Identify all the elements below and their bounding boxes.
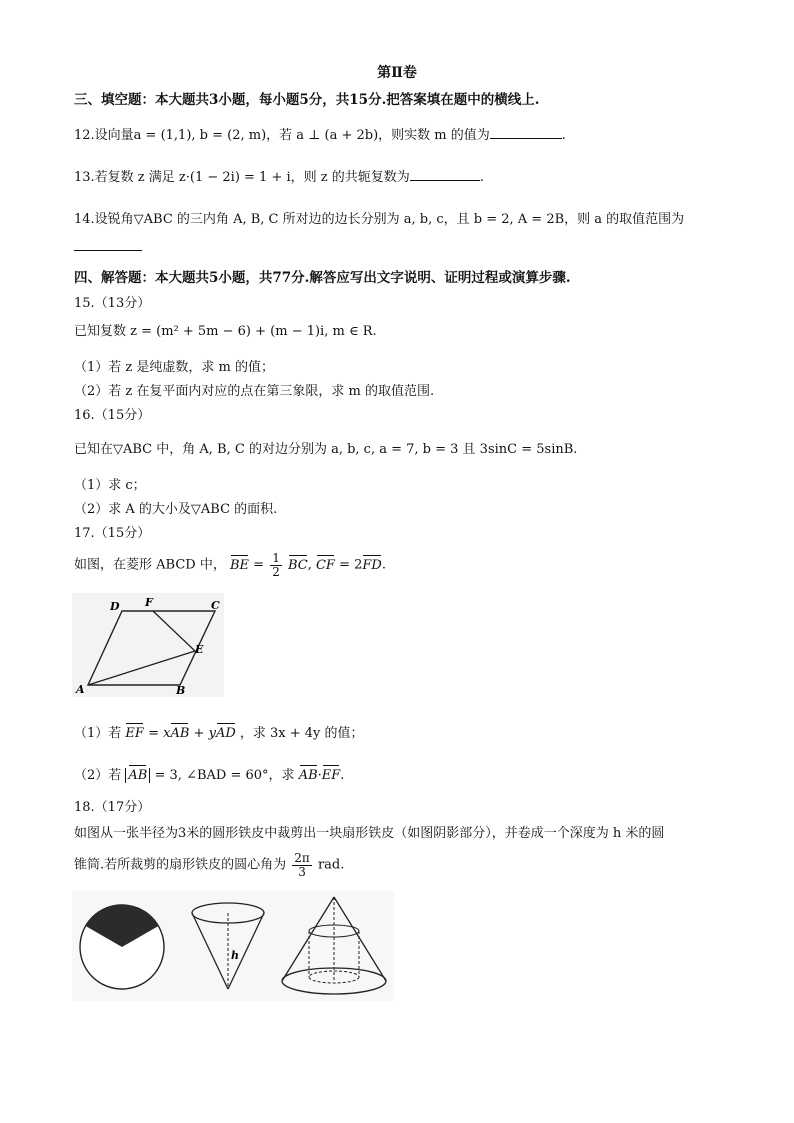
q15-part1: （1）若 z 是纯虚数，求 m 的值； (74, 360, 274, 375)
label-c: C (211, 599, 220, 612)
vector-bc: BC (287, 557, 308, 573)
fraction-denominator: 2 (272, 564, 280, 579)
q16-part2: （2）求 A 的大小及▽ABC 的面积. (74, 502, 278, 517)
q17-stem-prefix: 如图，在菱形 ABCD 中， (74, 557, 226, 573)
q17-part1-suffix: ，求 3x + 4y 的值； (239, 726, 364, 741)
question-12: 12.设向量a = (1,1), b = (2, m)，若 a ⊥ (a + 2b)，则实数 m 的值为 . (74, 128, 566, 143)
q17-part2-prefix: （2）若 (74, 768, 122, 783)
vector-ab: AB (170, 726, 190, 741)
q16-part1: （1）求 c； (74, 478, 146, 493)
q16-number: 16.（15分） (74, 408, 151, 423)
part4-heading: 四、解答题：本大题共5小题，共77分.解答应写出文字说明、证明过程或演算步骤. (74, 270, 571, 286)
label-f: F (145, 596, 153, 609)
vector-ad: AD (215, 726, 236, 741)
vector-be: BE (229, 557, 250, 573)
cone-figure (72, 891, 394, 1001)
vector-ef-dot: EF (321, 768, 341, 783)
question-14 (74, 208, 684, 227)
q18-stem-line1: 如图从一张半径为3米的圆形铁皮中裁剪出一块扇形铁皮（如图阴影部分），并卷成一个深度为 h 米的圆 (74, 826, 665, 841)
q17-part1: （1）若 EF = xAB + yAD ，求 3x + 4y 的值； (74, 726, 364, 741)
q17-part2: （2）若 AB = 3, ∠BAD = 60°，求 AB·EF. (74, 768, 345, 783)
q16-stem: 已知在▽ABC 中，角 A, B, C 的对边分别为 a, b, c, a = 7, b = 3 且 3sinC = 5sinB. (74, 442, 578, 457)
label-d: D (110, 600, 120, 613)
vector-ab-magnitude: AB (128, 768, 148, 783)
q13-answer-blank[interactable] (410, 168, 480, 181)
angle-numerator: 2π (294, 851, 310, 865)
label-e: E (195, 643, 204, 656)
q17-number: 17.（15分） (74, 526, 151, 541)
section-title: 第Ⅱ卷 (377, 65, 417, 81)
q17-stem: 如图，在菱形 ABCD 中， BE = $\frac{1}{2}$ BC, CF = 2FD. (74, 551, 386, 579)
part3-heading: 三、填空题：本大题共3小题，每小题5分，共15分.把答案填在题中的横线上. (74, 92, 540, 108)
label-b: B (176, 684, 186, 697)
q18-number: 18.（17分） (74, 800, 151, 815)
fraction-numerator: 1 (272, 551, 280, 565)
vector-cf: CF (315, 557, 335, 573)
vector-ef: EF (125, 726, 144, 741)
rhombus-figure (72, 593, 224, 697)
vector-ab-dot: AB (298, 768, 318, 783)
q14-answer-line (74, 238, 142, 255)
q15-stem: 已知复数 z = (m² + 5m − 6) + (m − 1)i, m ∈ R. (74, 324, 377, 339)
question-13: 13.若复数 z 满足 z·(1 − 2i) = 1 + i，则 z 的共轭复数为 . (74, 170, 484, 185)
label-a: A (76, 683, 85, 696)
q15-number: 15.（13分） (74, 296, 151, 311)
q15-part2: （2）若 z 在复平面内对应的点在第三象限，求 m 的取值范围. (74, 384, 435, 399)
fraction-half (270, 552, 282, 578)
q14-text: 14.设锐角▽ABC 的三内角 A, B, C 所对边的边长分别为 a, b, c，且 b = 2, A = 2B，则 a 的取值范围为 (74, 212, 685, 227)
q17-part1-prefix: （1）若 (74, 726, 122, 741)
angle-denominator: 3 (298, 864, 306, 879)
angle-fraction (292, 852, 312, 878)
q12-text: 12.设向量a = (1,1), b = (2, m)，若 a ⊥ (a + 2b)，则实数 m 的值为 (74, 128, 490, 143)
q12-answer-blank[interactable] (490, 126, 562, 139)
q18-stem2-prefix: 锥筒.若所裁剪的扇形铁皮的圆心角为 (74, 857, 287, 873)
q13-text: 13.若复数 z 满足 z·(1 − 2i) = 1 + i，则 z 的共轭复数为 (74, 170, 410, 185)
vector-fd: FD (362, 557, 382, 573)
q18-stem2-suffix: rad. (317, 857, 345, 873)
q14-answer-blank[interactable] (74, 238, 142, 251)
q18-stem-line2 (74, 852, 344, 878)
q17-part2-middle: = 3, ∠BAD = 60°，求 (154, 768, 295, 783)
label-h: h (231, 949, 239, 962)
